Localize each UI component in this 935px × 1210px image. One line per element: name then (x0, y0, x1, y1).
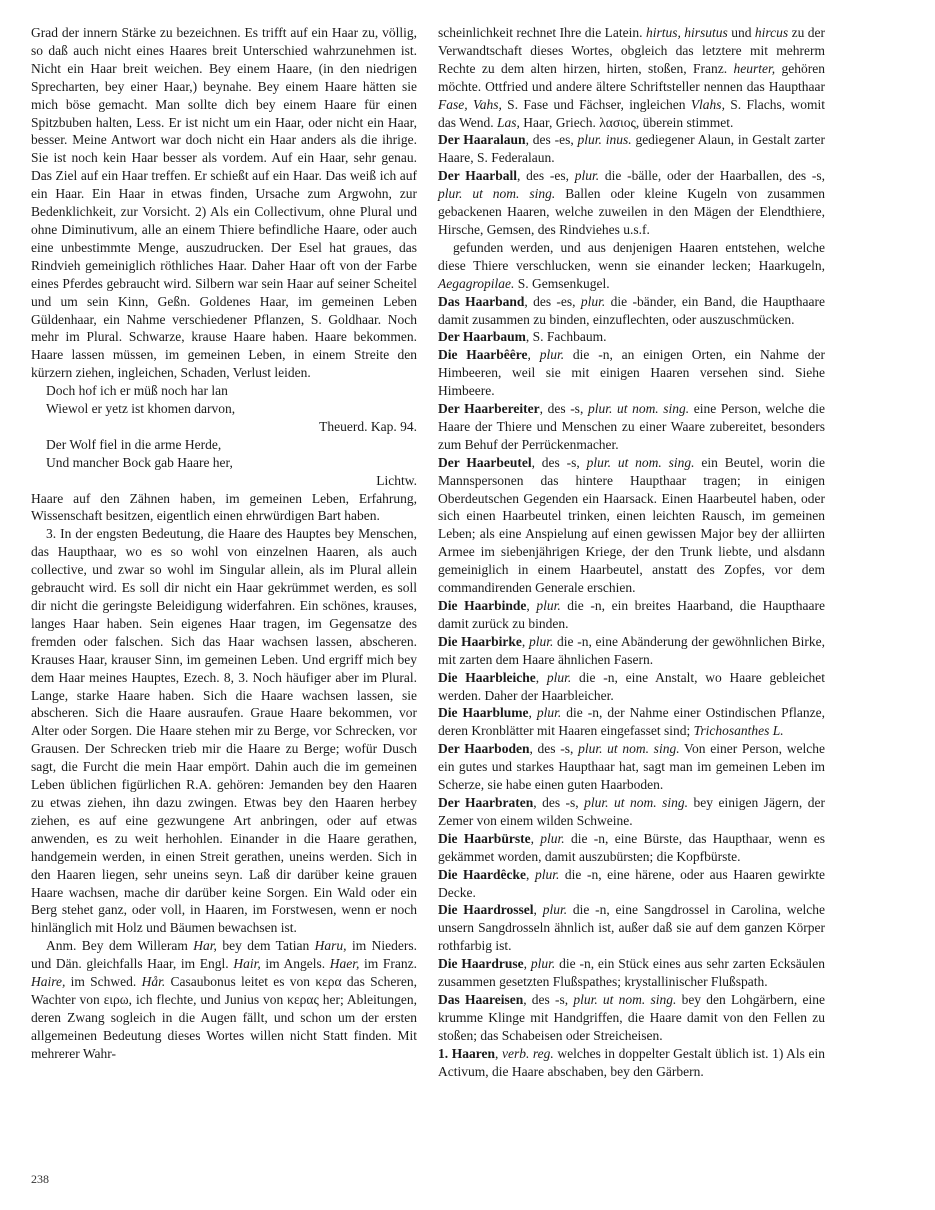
dictionary-entry (438, 955, 825, 991)
dictionary-entry (438, 293, 825, 329)
verse-line (31, 382, 417, 400)
text-run: Der Wolf fiel in die arme Herde, (46, 436, 222, 452)
text-run: die -n, eine Abänderung der gewöhnlichen Birke, mit zarten dem Haare ähnlichen Fasern. (438, 633, 826, 667)
dictionary-entry (438, 794, 825, 830)
text-run: bey einigen Jägern, der Zemer von einem wilden Schweine. (438, 794, 826, 828)
entry-headword: Die Haarblume (438, 705, 529, 721)
italic-term: Haire, (31, 974, 66, 990)
text-run: , (494, 1045, 502, 1061)
entry-headword: Der Haarbaum (438, 329, 526, 345)
dictionary-entry (438, 704, 825, 740)
text-run: die -n, eine Bürste, das Haupthaar, wenn es gekämmet worden, damit auszubürsten; die Kopfbürste. (438, 830, 826, 864)
text-run: S. Gemsenkugel. (514, 275, 610, 291)
italic-term: plur. (536, 598, 561, 613)
italic-term: verb. reg. (501, 1045, 554, 1061)
italic-term: plur. inus. (577, 132, 632, 148)
text-run: gehören möchte. Ottfried und andere ältere Schriftsteller nennen das Haupthaar (438, 60, 826, 94)
italic-term: plur. (528, 633, 554, 649)
text-run: die -n, eine Sangdrossel in Carolina, welche unsern Sangdrosseln ähnlich ist, außer daß sie auf dem ganzen Körper rothfarbig ist. (438, 902, 826, 954)
text-run: , (530, 830, 541, 846)
text-run: die -n, eine härene, oder aus Haaren gewirkte Decke. (438, 866, 825, 900)
text-run: Casaubonus leitet es von κερα das Scheren, Wachter von ειρω, ich flechte, und Junius von κερας her; Ableitungen, deren Zwang sogleich in die Augen fällt, und schon um der ersten allgemeinen Bedeutung dieses Wortes willen nicht Statt finden. Mit mehrerer Wahr- (31, 974, 417, 1061)
text-run: die -n, der Nahme einer Ostindischen Pflanze, deren Kronblätter mit Haaren eingefasset sind; (438, 705, 825, 739)
entry-headword: Das Haareisen (438, 991, 524, 1007)
text-run: Wiewol er yetz ist khomen darvon, (46, 401, 236, 417)
text-run: im Schwed. (65, 974, 142, 990)
text-run: Lichtw. (376, 472, 417, 488)
italic-term: Las, (497, 114, 520, 130)
text-run: , des -es, (525, 132, 578, 148)
italic-term: plur. ut nom. sing. (578, 741, 680, 757)
dictionary-entry (438, 328, 825, 346)
text-run: ein Beutel, worin die Mannspersonen das hintere Haupthaar tragen; in einigen Oberdeutschen Gegenden ein Haarsack. Einen Haarbeutel haben, oder sich einen Haarbeutel trinken, einen leichten Rausch, im gemeinen Leben; als eine Anspielung auf einen gewissen Major bey der alliirten Armee im siebenjährigen Kriege, der den Trunk liebte, und alsdann gemeiniglich in einem Haarbeutel, anstatt des Zopfes, vor dem commandirenden Generale erschien. (438, 454, 825, 596)
text-run: , des -es, (517, 168, 575, 184)
text-run: Haar, Griech. λασιος, überein stimmet. (519, 114, 734, 130)
italic-term: plur. (536, 705, 562, 721)
verse-line (31, 400, 417, 418)
italic-term: Aegagropilae. (438, 275, 515, 291)
entry-headword: 1. Haaren (438, 1045, 495, 1061)
text-run: im Nieders. und Dän. gleichfalls Haar, im Engl. (31, 938, 417, 972)
entry-headword: Die Haardruse (438, 956, 524, 972)
text-run: , (526, 598, 537, 613)
text-run: , (526, 866, 535, 882)
italic-term: Vlahs, (690, 96, 725, 112)
dictionary-entry (438, 131, 825, 167)
text-run: bey dem Tatian (216, 938, 315, 954)
right-column (438, 24, 825, 1080)
text-run: S. Fase und Fächser, ingleichen (501, 96, 691, 112)
italic-term: heurter, (733, 60, 776, 76)
text-run: S. Flachs, womit das Wend. (438, 96, 825, 130)
text-paragraph (31, 490, 417, 526)
dictionary-entry (438, 669, 825, 705)
dictionary-entry (438, 633, 825, 669)
entry-headword: Die Haarbinde (438, 598, 527, 613)
entry-headword: Der Haarball (438, 168, 517, 184)
text-run: , des -s, (523, 991, 574, 1007)
text-paragraph (31, 24, 417, 382)
text-run: , (523, 956, 531, 972)
entry-headword: Die Haarbürste (438, 830, 531, 846)
entry-headword: Die Haardêcke (438, 866, 527, 882)
text-run: gefunden werden, und aus denjenigen Haaren entstehen, welche diese Thiere verschlucken, wenn sie einander lecken; Haarkugeln, (438, 239, 825, 273)
italic-term: plur. ut nom. sing. (586, 454, 695, 470)
text-run: , (528, 705, 537, 721)
text-run: im Franz. (359, 956, 418, 972)
dictionary-entry (438, 454, 825, 597)
dictionary-entry (438, 991, 825, 1045)
dictionary-entry (438, 167, 825, 239)
entry-headword: Die Haarbirke (438, 633, 522, 649)
text-run: Anm. Bey dem Willeram (46, 938, 194, 954)
dictionary-entry (438, 346, 825, 400)
text-run: gediegener Alaun, in Gestalt zarter Haare, S. Federalaun. (438, 132, 826, 166)
text-run: die -n, an einigen Orten, ein Nahme der Himbeeren, weil sie mit einigen Haaren versehen sind. Siehe Himbeere. (438, 347, 826, 399)
text-run: Ballen oder kleine Kugeln von zusammen gebackenen Haaren, welche zuweilen in den Mägen der Elendthiere, Hirsche, Gemsen, des Rindviehes u.s.f. (438, 186, 825, 237)
text-run: , (527, 347, 540, 363)
text-run: die -n, ein breites Haarband, die Haupthaare damit zurück zu binden. (438, 598, 825, 631)
text-run: , (533, 902, 543, 918)
verse-line (31, 436, 417, 454)
text-run: welches in doppelter Gestalt üblich ist. 1) Als ein Activum, die Haare abschaben, bey den Gärbern. (438, 1045, 826, 1079)
italic-term: plur. (574, 168, 600, 184)
italic-term: Hår. (141, 974, 166, 990)
text-run: Grad der innern Stärke zu bezeichnen. Es trifft auf ein Haar zu, völlig, so daß auch nicht eines Haares breit Unterschied wahrzunehmen ist. Nicht ein Haar breit weichen. Bey einem Haare, (in den niedrigen Sprecharten, bey einer Haar,) beynahe. Bey einem Haare hätten sie mich böse gemacht. Man sollte dich bey einem Haare für einen Spitzbuben halten, Less. Er ist nicht um ein Haar, oder nicht ein Haar, besser. Meine Antwort war doch nicht ein Haar anders als die ihrige. Sie ist noch kein Haar besser als vordem. Auf ein Haar, sehr genau. Das Ziel auf ein Haar treffen. Er schießt auf ein Haar. Das weiß ich auf ein Haar. Ein Haar in etwas finden, Ursache zum Argwohn, zur Bedenklichkeit, zur Vorsicht. 2) Als ein Collectivum, ohne Plural und ohne Diminutivum, alle an einem Thiere befindliche Haare, oder auch eine unbestimmte Menge, auszudrucken. Der Esel hat graues, das Rindvieh gemeiniglich röthliches Haar. Daher Haar oft von der Farbe eines Pferdes gebraucht wird. Silbern war sein Haar auf seiner Scheitel und um sein Kinn, Geßn. Goldenes Haar, im gemeinen Leben Güldenhaar, ein Nahme verschiedener Pflanzen, S. Goldhaar. Noch mehr im Plural. Schwarze, krause Haare haben. Haare bekommen. Haare lassen müssen, im gemeinen Leben, in einem Streite den kürzern ziehen, ingleichen, Schaden, Verlust leiden. (31, 25, 417, 381)
italic-term: hirtus, hirsutus (645, 25, 728, 40)
italic-term: plur. (530, 956, 556, 972)
entry-headword: Das Haarband (438, 293, 525, 309)
text-run: , (535, 669, 547, 685)
italic-term: plur. (580, 293, 606, 309)
text-run: Von einer Person, welche ein gutes und starkes Haupthaar hat, sagt man im gemeinen Leben im Scherze, sie habe einen guten Haarboden. (438, 741, 825, 793)
italic-term: plur. ut nom. sing. (584, 794, 689, 810)
italic-term: Fase, Vahs, (438, 96, 502, 112)
dictionary-entry (438, 400, 825, 454)
italic-term: plur. (539, 347, 565, 363)
citation-source (31, 418, 417, 436)
text-run: , (521, 633, 529, 649)
text-run: Und mancher Bock gab Haare her, (46, 454, 233, 470)
verse-line (31, 454, 417, 472)
text-run: , des -s, (529, 741, 579, 757)
italic-term: plur. (542, 902, 568, 918)
text-paragraph (438, 24, 825, 131)
text-run: die -n, ein Stück eines aus sehr zarten Ecksäulen zusammen gesetzten Flußspathes; krystallinischer Flußspath. (438, 956, 825, 990)
italic-term: plur. (534, 866, 560, 882)
text-run: , des -s, (539, 401, 588, 417)
text-run: Haare auf den Zähnen haben, im gemeinen Leben, Erfahrung, Wissenschaft besitzen, eigentlich einen ehrwürdigen Bart haben. (31, 490, 417, 524)
text-run: Theuerd. Kap. 94. (319, 418, 417, 434)
italic-term: plur. ut nom. sing. (438, 186, 556, 202)
italic-term: Trichosanthes L. (693, 723, 784, 739)
entry-headword: Der Haarbereiter (438, 401, 540, 417)
text-run: die -bänder, ein Band, die Haupthaare damit zusammen zu binden, einzuflechten, oder auszuschmücken. (438, 293, 825, 327)
text-run: im Angels. (260, 956, 330, 972)
text-run: die -bälle, oder der Haarballen, des -s, (599, 168, 825, 184)
text-run: Doch hof ich er müß noch har lan (46, 383, 228, 399)
left-column (31, 24, 417, 1063)
italic-term: Haer, (329, 956, 360, 972)
text-run: eine Person, welche die Haare der Thiere und Menschen zu einer Waare zubereitet, besonders zum Behuf der Perrückenmacher. (438, 401, 825, 452)
italic-term: Har, (193, 938, 217, 954)
entry-headword: Die Haarbêêre (438, 347, 528, 363)
text-run: scheinlichkeit rechnet Ihre die Latein. (438, 25, 646, 40)
text-run: , des -es, (524, 293, 581, 309)
entry-headword: Der Haarbeutel (438, 454, 532, 470)
dictionary-entry (438, 830, 825, 866)
dictionary-entry (438, 597, 825, 633)
text-run: zu der Verwandtschaft dieses Wortes, obgleich das letztere mit mehrerm Rechte zu dem alten hirzen, hirten, stoßen, Franz. (438, 25, 826, 76)
entry-headword: Der Haaralaun (438, 132, 526, 148)
entry-headword: Der Haarbraten (438, 794, 534, 810)
text-run: , S. Fachbaum. (525, 329, 607, 345)
entry-headword: Die Haardrossel (438, 902, 534, 918)
citation-source (31, 472, 417, 490)
page-number: 238 (31, 1172, 49, 1186)
italic-term: Haru, (314, 938, 347, 954)
italic-term: plur. ut nom. sing. (573, 991, 677, 1007)
text-paragraph (31, 525, 417, 937)
italic-term: plur. (540, 830, 565, 846)
text-paragraph (438, 239, 825, 293)
dictionary-entry (438, 866, 825, 902)
italic-term: plur. (546, 669, 572, 685)
text-run: 3. In der engsten Bedeutung, die Haare des Hauptes bey Menschen, das Haupthaar, wo es so wohl von einzelnen Haaren, als auch collective, und zwar so wohl im Singular allein, als im Plural allein gebraucht wird. Es soll dir nicht ein Haar gekrümmet werden, es soll dir nicht die geringste Beleidigung widerfahren. Ein schönes, krauses, langes Haar haben. Sein eigenes Haar tragen, im Gegensatze des fremden oder falschen. Sich das Haar wachsen lassen, abscheren. Krauses Haar, krauser Sinn, im gemeinen Leben. Und ergriff mich bey dem Haar meines Hauptes, Ezech. 8, 3. Noch häufiger aber im Plural. Lange, starke Haare haben. Sich die Haare wachsen lassen, sie abscheren. Sich die Haare ausraufen. Graue Haare bekommen, vor Alter oder Sorgen. Die Haare stehen mir zu Berge, vor Schrecken, vor Grausen. Der Schrecken trieb mir die Haare zu Berge; wofür Dusch sagt, die Furcht die mein Haar empört. Dahin auch die im gemeinen Leben üblichen figürlichen R.A. gehören: Jemanden bey den Haaren zu etwas ziehen, ihn dazu zwingen. Etwas bey den Haaren herbey ziehen, es auf eine gezwungene Art anbringen, oder auf etwas anwenden, es zu weit herhohlen. Einander in die Haare gerathen, handgemein werden, in einen Streit gerathen, uneins werden. Sich in den Haaren liegen, sehr uneins seyn. Laß dir darüber keine grauen Haare wachsen, mache dir darüber keine Sorgen. Ein Wald oder ein Berg stehet ganz, oder voll, in Haaren, im Forstwesen, wenn er noch hinlänglich mit Holz und Bäumen bewachsen ist. (31, 526, 417, 936)
entry-headword: Die Haarbleiche (438, 669, 536, 685)
text-run: die -n, eine Anstalt, wo Haare gebleichet werden. Daher der Haarbleicher. (438, 669, 826, 703)
text-paragraph (31, 937, 417, 1062)
italic-term: hircus (754, 25, 789, 40)
text-run: , des -s, (531, 454, 587, 470)
italic-term: plur. ut nom. sing. (587, 401, 690, 417)
entry-headword: Der Haarboden (438, 741, 530, 757)
text-run: und (727, 25, 755, 40)
dictionary-entry (438, 901, 825, 955)
italic-term: Hair, (233, 956, 261, 972)
dictionary-entry (438, 1045, 825, 1081)
text-run: bey den Lohgärbern, eine krumme Klinge mit Handgriffen, die Haare damit von den Fellen zu stoßen; das Schabeisen oder Streicheisen. (438, 991, 826, 1043)
text-run: , des -s, (533, 794, 585, 810)
dictionary-entry (438, 740, 825, 794)
